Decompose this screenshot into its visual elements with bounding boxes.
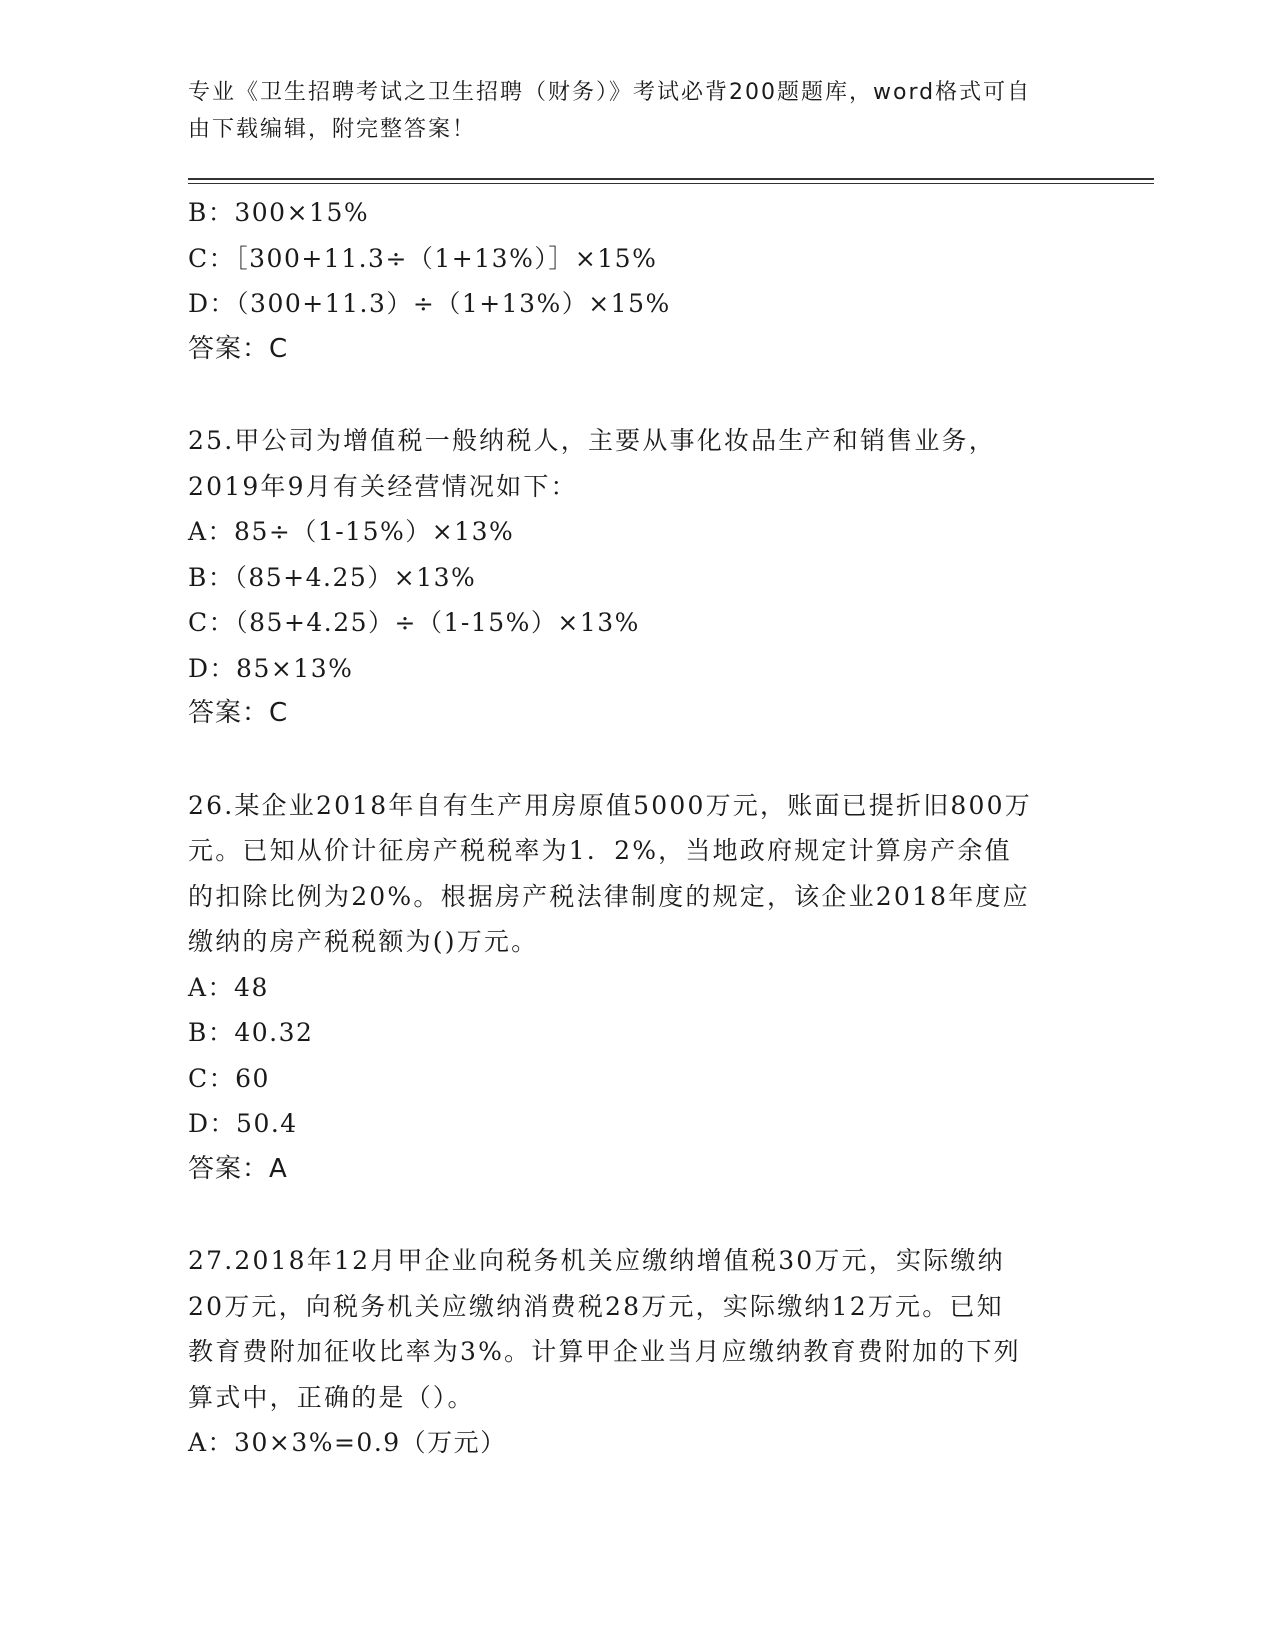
question-line: 的扣除比例为20%。根据房产税法律制度的规定，该企业2018年度应 <box>188 881 1030 911</box>
option-c: C：（85+4.25）÷（1-15%）×13% <box>188 608 640 637</box>
header-line-1: 专业《卫生招聘考试之卫生招聘（财务）》考试必背200题题库，word格式可自 <box>188 80 1032 105</box>
option-d: D：85×13% <box>188 653 354 683</box>
question-25 <box>188 418 1088 737</box>
question-27 <box>188 1238 1088 1466</box>
question-line: 26.某企业2018年自有生产用房原值5000万元，账面已提折旧800万 <box>188 790 1032 820</box>
option-c: C：［300+11.3÷（1+13%）］×15% <box>188 243 658 273</box>
question-text <box>188 783 1088 965</box>
option-d: D：（300+11.3）÷（1+13%）×15% <box>188 289 671 318</box>
spacer <box>188 372 1088 418</box>
spacer <box>188 1192 1088 1238</box>
option-a: A：30×3%=0.9（万元） <box>188 1428 507 1457</box>
question-line: 教育费附加征收比率为3%。计算甲企业当月应缴纳教育费附加的下列 <box>188 1337 1021 1366</box>
question-line: 缴纳的房产税税额为()万元。 <box>188 927 539 956</box>
answer-line: 答案：C <box>188 698 289 728</box>
option-b: B：（85+4.25）×13% <box>188 562 477 592</box>
option-c: C：60 <box>188 1063 270 1093</box>
option-d: D：50.4 <box>188 1109 298 1138</box>
document-header <box>188 74 1068 148</box>
option-a: A：85÷（1-15%）×13% <box>188 517 515 546</box>
option-a: A：48 <box>188 972 269 1002</box>
question-text <box>188 418 1088 509</box>
question-line: 2019年9月有关经营情况如下： <box>188 471 578 501</box>
question-24-remainder <box>188 190 1088 372</box>
spacer <box>188 737 1088 783</box>
question-text <box>188 1238 1088 1420</box>
answer-line: 答案：A <box>188 1153 288 1184</box>
option-b: B：300×15% <box>188 198 370 227</box>
option-b: B：40.32 <box>188 1018 314 1047</box>
question-26 <box>188 783 1088 1193</box>
header-line-2: 由下载编辑，附完整答案！ <box>188 117 477 142</box>
document-body <box>188 190 1088 1466</box>
question-line: 20万元，向税务机关应缴纳消费税28万元，实际缴纳12万元。已知 <box>188 1291 1004 1321</box>
question-line: 元。已知从价计征房产税税率为1．2%，当地政府规定计算房产余值 <box>188 836 1012 865</box>
question-line: 25.甲公司为增值税一般纳税人，主要从事化妆品生产和销售业务， <box>188 426 996 455</box>
question-line: 27.2018年12月甲企业向税务机关应缴纳增值税30万元，实际缴纳 <box>188 1246 1005 1275</box>
header-divider-thick <box>188 178 1154 180</box>
header-divider-thin <box>188 183 1154 184</box>
question-line: 算式中，正确的是（）。 <box>188 1382 475 1412</box>
answer-line: 答案：C <box>188 333 289 364</box>
